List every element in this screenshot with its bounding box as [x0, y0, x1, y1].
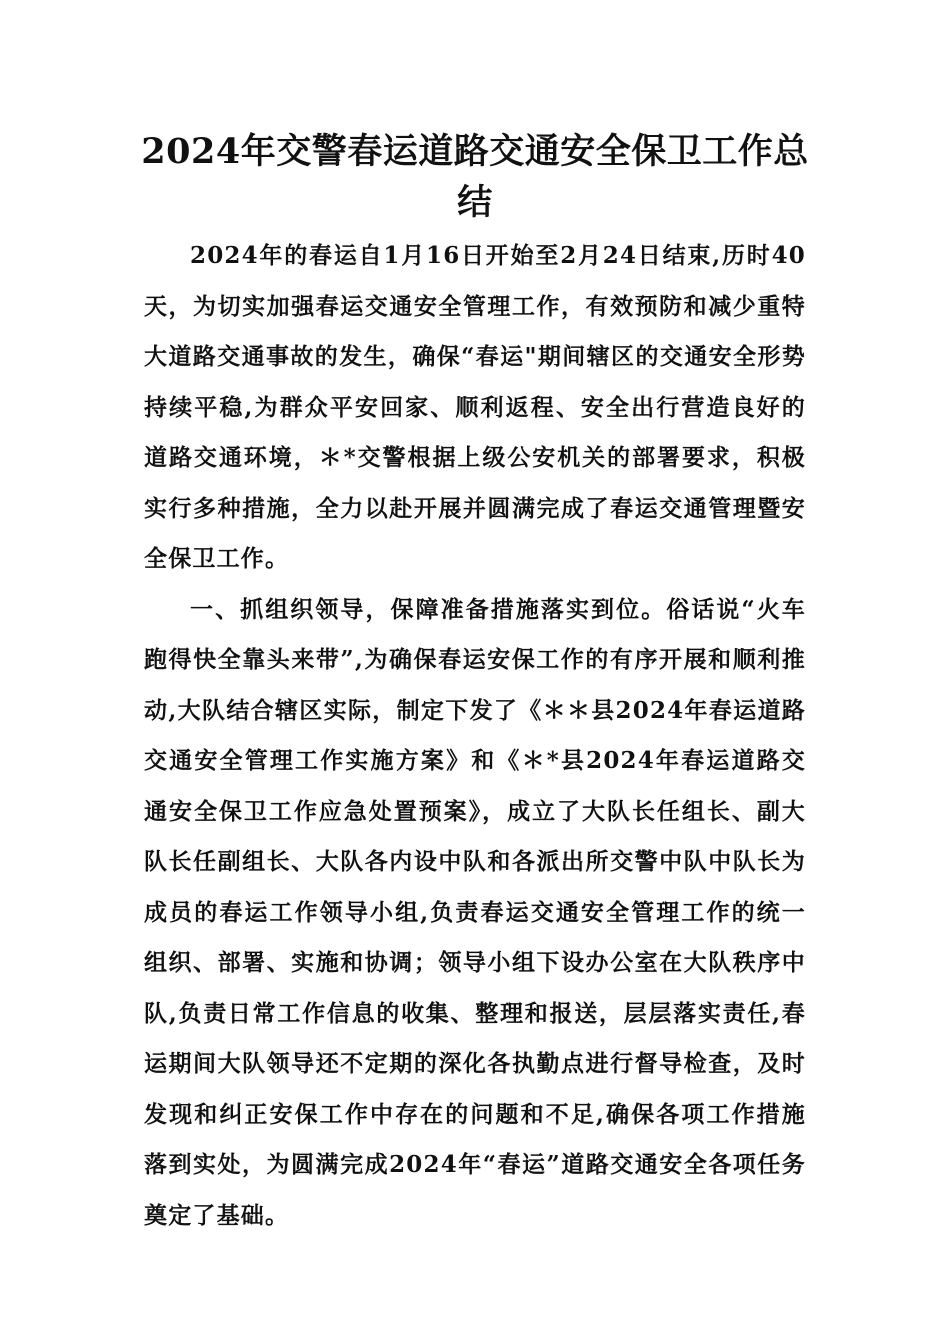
paragraph-intro: 2024年的春运自1月16日开始至2月24日结束,历时40天，为切实加强春运交通安全管理工作，有效预防和减少重特大道路交通事故的发生，确保“春运"期间辖区的交通安全形势持续平稳,为群众平安回家、顺利返程、安全出行营造良好的道路交通环境，＊*交警根据上级公安机关的部署要求，积极实行多种措施，全力以赴开展并圆满完成了春运交通管理暨安全保卫工作。: [144, 242, 806, 572]
paragraph-section-one: 一、抓组织领导，保障准备措施落实到位。俗话说“火车跑得快全靠头来带”,为确保春运安保工作的有序开展和顺利推动,大队结合辖区实际，制定下发了《＊＊县2024年春运道路交通安全管理工作实施方案》和《＊*县2024年春运道路交通安全保卫工作应急处置预案》，成立了大队长任组长、副大队长任副组长、大队各内设中队和各派出所交警中队中队长为成员的春运工作领导小组,负责春运交通安全管理工作的统一组织、部署、实施和协调；领导小组下设办公室在大队秩序中队,负责日常工作信息的收集、整理和报送，层层落实责任,春运期间大队领导还不定期的深化各执勤点进行督导检查，及时发现和纠正安保工作中存在的问题和不足,确保各项工作措施落到实处，为圆满完成2024年“春运”道路交通安全各项任务奠定了基础。: [144, 595, 806, 1229]
document-title: 2024年交警春运道路交通安全保卫工作总结: [141, 131, 809, 223]
document-body: [144, 231, 806, 1241]
